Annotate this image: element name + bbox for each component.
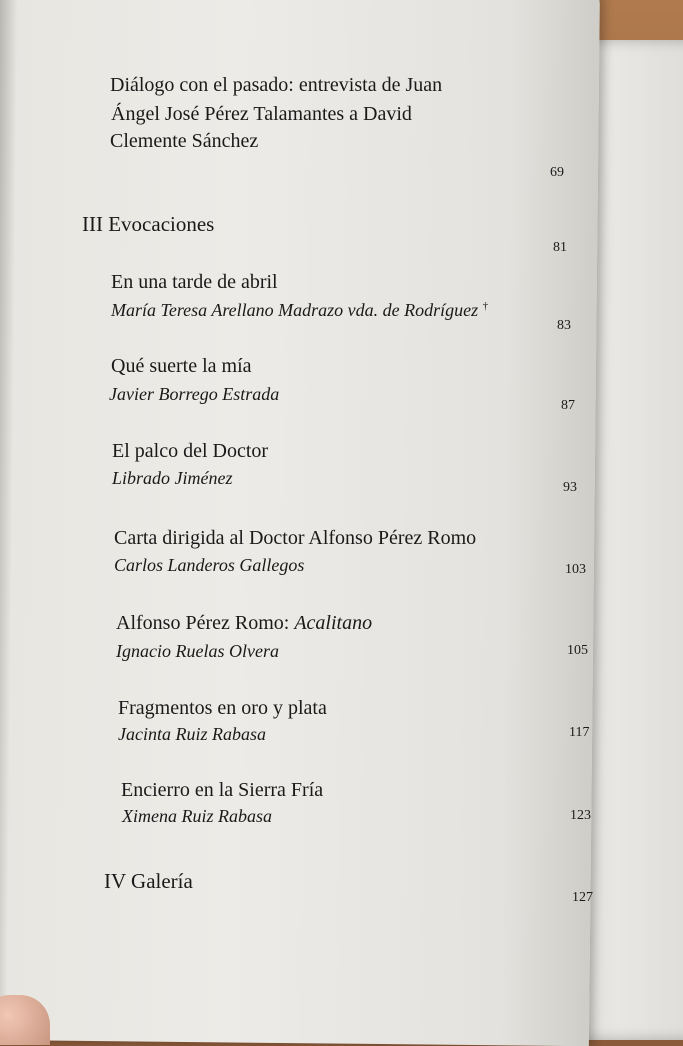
toc-entry-title: Alfonso Pérez Romo: Acalitano xyxy=(116,612,373,634)
toc-entry-title: Carta dirigida al Doctor Alfonso Pérez Romo xyxy=(114,527,477,549)
toc-title-line: Ángel José Pérez Talamantes a David xyxy=(111,103,412,125)
toc-entry-title: Fragmentos en oro y plata xyxy=(118,697,327,719)
toc-entry-author: María Teresa Arellano Madrazo vda. de Rodríguez † xyxy=(111,300,489,320)
toc-entry-author: Javier Borrego Estrada xyxy=(109,384,280,404)
toc-section-heading: IV Galería xyxy=(104,869,193,893)
toc-entry-author: Ignacio Ruelas Olvera xyxy=(116,641,279,661)
toc-title-line: Diálogo con el pasado: entrevista de Juan xyxy=(110,74,443,96)
toc-entry-author: Jacinta Ruiz Rabasa xyxy=(118,724,266,744)
toc-page-number: 105 xyxy=(567,643,588,658)
toc-page-number: 117 xyxy=(569,725,590,740)
toc-page-number: 87 xyxy=(561,398,575,413)
toc-section-heading: III Evocaciones xyxy=(82,212,215,236)
toc-entry-author: Ximena Ruiz Rabasa xyxy=(122,806,272,826)
toc-page-number: 127 xyxy=(572,890,593,905)
toc-page-number: 83 xyxy=(557,318,571,333)
toc-entry-title: Qué suerte la mía xyxy=(111,355,252,377)
toc-title-line: Clemente Sánchez xyxy=(110,130,259,152)
toc-entry-title: En una tarde de abril xyxy=(111,271,278,293)
toc-page-number: 93 xyxy=(563,480,577,495)
toc-page-number: 103 xyxy=(565,562,586,577)
toc-page-number: 69 xyxy=(550,165,564,180)
toc-entry-title: El palco del Doctor xyxy=(112,440,269,462)
toc-entry-author: Carlos Landeros Gallegos xyxy=(114,555,305,575)
toc-page-number: 81 xyxy=(553,240,567,255)
toc-entry-author: Librado Jiménez xyxy=(112,468,233,488)
toc-page-number: 123 xyxy=(570,808,591,823)
toc-entry-title: Encierro en la Sierra Fría xyxy=(121,779,324,801)
